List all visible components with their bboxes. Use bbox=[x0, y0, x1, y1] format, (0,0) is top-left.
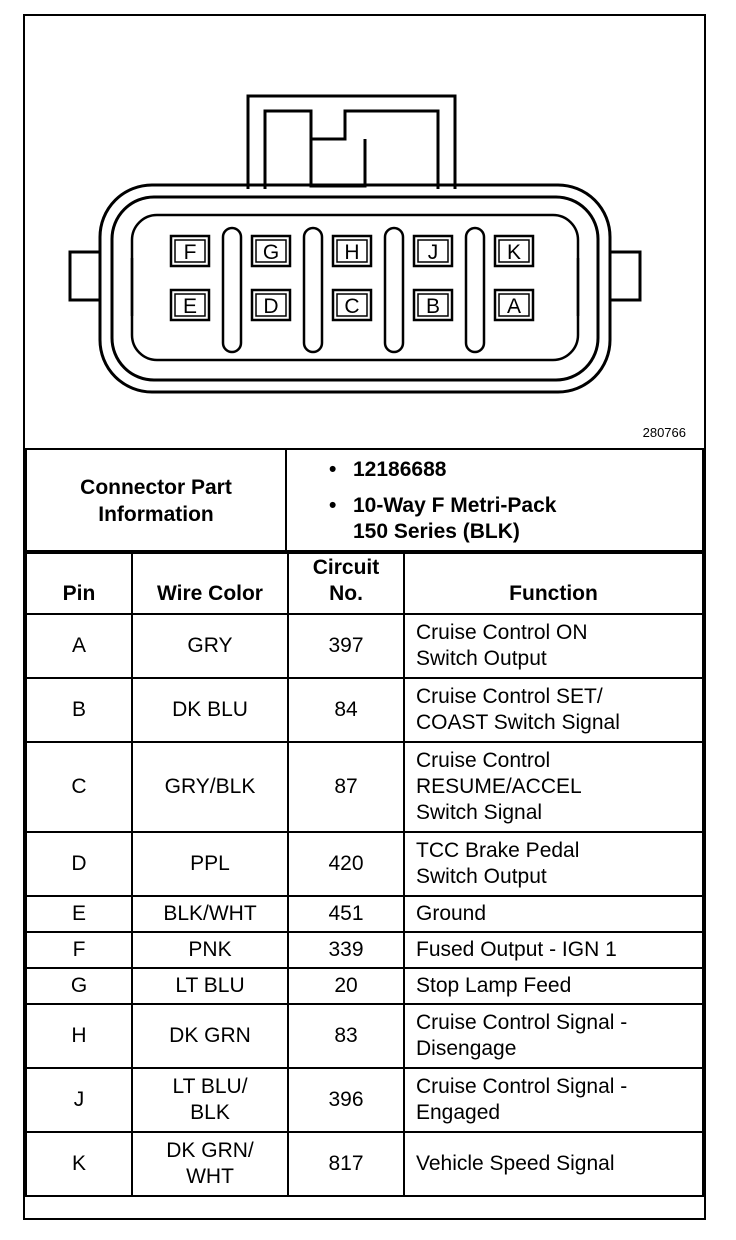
pin-table-header bbox=[26, 551, 703, 614]
wire-color-cell bbox=[132, 1132, 288, 1196]
pin-label: E bbox=[182, 295, 198, 318]
function-line: Engaged bbox=[416, 1101, 501, 1124]
connector-document bbox=[23, 14, 706, 1220]
pin-cell: B bbox=[26, 678, 132, 742]
pin-row bbox=[26, 614, 703, 678]
circuit-cell: 451 bbox=[288, 896, 404, 932]
connector-latch-inner bbox=[265, 111, 438, 189]
function-line: Switch Output bbox=[416, 647, 547, 670]
pin-cell: C bbox=[26, 742, 132, 832]
pin-row bbox=[26, 742, 703, 832]
wire-color-line: LT BLU/ bbox=[172, 1075, 248, 1098]
function-line: Vehicle Speed Signal bbox=[416, 1152, 615, 1175]
function-line: Cruise Control Signal - bbox=[416, 1011, 628, 1034]
part-number-text: 12186688 bbox=[353, 458, 447, 481]
function-line: Disengage bbox=[416, 1037, 517, 1060]
wire-color-line: PNK bbox=[188, 938, 232, 961]
function-line: Cruise Control bbox=[416, 749, 551, 772]
pin-cell: E bbox=[26, 896, 132, 932]
function-cell bbox=[404, 742, 703, 832]
circuit-cell: 339 bbox=[288, 932, 404, 968]
function-cell bbox=[404, 968, 703, 1004]
function-line: Stop Lamp Feed bbox=[416, 974, 572, 997]
function-line: Cruise Control SET/ bbox=[416, 685, 603, 708]
pin-cell: F bbox=[26, 932, 132, 968]
function-cell bbox=[404, 832, 703, 896]
header-function: Function bbox=[404, 551, 703, 614]
wire-color-line: DK BLU bbox=[172, 698, 248, 721]
circuit-cell: 20 bbox=[288, 968, 404, 1004]
wire-color-line: BLK bbox=[190, 1101, 230, 1124]
function-cell bbox=[404, 932, 703, 968]
circuit-cell: 420 bbox=[288, 832, 404, 896]
pin-row bbox=[26, 968, 703, 1004]
function-line: Switch Signal bbox=[416, 801, 543, 824]
pin-row bbox=[26, 1068, 703, 1132]
wire-color-cell bbox=[132, 614, 288, 678]
pin-row bbox=[26, 932, 703, 968]
wire-color-cell bbox=[132, 832, 288, 896]
pin-label: G bbox=[262, 241, 280, 264]
pin-label: K bbox=[506, 241, 522, 264]
wire-color-cell bbox=[132, 1068, 288, 1132]
wire-color-line: GRY bbox=[187, 634, 233, 657]
pin-row bbox=[26, 832, 703, 896]
function-cell bbox=[404, 1068, 703, 1132]
pin-cell: J bbox=[26, 1068, 132, 1132]
wire-color-line: DK GRN bbox=[169, 1024, 251, 1047]
wire-color-line: WHT bbox=[186, 1165, 234, 1188]
header-circuit-line1: Circuit bbox=[312, 556, 380, 579]
circuit-cell: 396 bbox=[288, 1068, 404, 1132]
function-line: Ground bbox=[416, 902, 487, 925]
pin-label: B bbox=[425, 295, 441, 318]
pin-label: H bbox=[344, 241, 360, 264]
function-cell bbox=[404, 896, 703, 932]
part-info-label-line2: Information bbox=[98, 503, 214, 526]
part-number bbox=[327, 457, 702, 483]
pin-row bbox=[26, 1004, 703, 1068]
pin-cell: D bbox=[26, 832, 132, 896]
circuit-cell: 817 bbox=[288, 1132, 404, 1196]
part-info-label bbox=[26, 449, 286, 553]
function-cell bbox=[404, 614, 703, 678]
circuit-cell: 84 bbox=[288, 678, 404, 742]
connector-latch-stem bbox=[311, 139, 365, 186]
wire-color-line: LT BLU bbox=[175, 974, 245, 997]
function-line: TCC Brake Pedal bbox=[416, 839, 580, 862]
part-description bbox=[327, 493, 702, 545]
function-cell bbox=[404, 1004, 703, 1068]
bullet: • bbox=[329, 458, 337, 481]
pin-label: J bbox=[427, 241, 439, 264]
part-description-line2: 150 Series (BLK) bbox=[353, 520, 520, 543]
figure-number: 280766 bbox=[642, 425, 686, 440]
pin-cell: A bbox=[26, 614, 132, 678]
header-circuit bbox=[288, 551, 404, 614]
wire-color-line: GRY/BLK bbox=[164, 775, 256, 798]
part-description-line1: 10-Way F Metri-Pack bbox=[353, 494, 557, 517]
wire-color-cell bbox=[132, 1004, 288, 1068]
part-info-values bbox=[286, 449, 703, 553]
pin-cell: G bbox=[26, 968, 132, 1004]
pin-label: F bbox=[183, 241, 197, 264]
wire-color-cell bbox=[132, 742, 288, 832]
wire-color-cell bbox=[132, 968, 288, 1004]
header-wire-color: Wire Color bbox=[132, 551, 288, 614]
circuit-cell: 83 bbox=[288, 1004, 404, 1068]
function-line: Fused Output - IGN 1 bbox=[416, 938, 617, 961]
function-line: RESUME/ACCEL bbox=[416, 775, 582, 798]
wire-color-line: BLK/WHT bbox=[163, 902, 257, 925]
function-line: Switch Output bbox=[416, 865, 547, 888]
header-pin: Pin bbox=[26, 551, 132, 614]
wire-color-cell bbox=[132, 678, 288, 742]
connector-diagram bbox=[25, 16, 704, 448]
circuit-cell: 397 bbox=[288, 614, 404, 678]
wire-color-line: PPL bbox=[190, 852, 230, 875]
pin-row bbox=[26, 896, 703, 932]
connector-side-tab-left bbox=[70, 252, 100, 300]
connector-part-info bbox=[25, 448, 704, 554]
function-cell bbox=[404, 1132, 703, 1196]
function-line: COAST Switch Signal bbox=[416, 711, 620, 734]
pin-label: D bbox=[263, 295, 279, 318]
pin-cell: K bbox=[26, 1132, 132, 1196]
circuit-cell: 87 bbox=[288, 742, 404, 832]
function-line: Cruise Control ON bbox=[416, 621, 588, 644]
pin-table bbox=[25, 550, 704, 1197]
pin-row bbox=[26, 1132, 703, 1196]
wire-color-cell bbox=[132, 932, 288, 968]
wire-color-line: DK GRN/ bbox=[166, 1139, 254, 1162]
header-circuit-line2: No. bbox=[329, 582, 363, 605]
bullet: • bbox=[329, 494, 337, 517]
function-cell bbox=[404, 678, 703, 742]
connector-drawing bbox=[25, 16, 704, 448]
function-line: Cruise Control Signal - bbox=[416, 1075, 628, 1098]
pin-label: A bbox=[506, 295, 522, 318]
pin-label: C bbox=[344, 295, 360, 318]
pin-row bbox=[26, 678, 703, 742]
connector-side-tab-right bbox=[610, 252, 640, 300]
connector-shell-inner bbox=[112, 197, 598, 380]
pin-cell: H bbox=[26, 1004, 132, 1068]
wire-color-cell bbox=[132, 896, 288, 932]
part-info-label-line1: Connector Part bbox=[80, 476, 232, 499]
